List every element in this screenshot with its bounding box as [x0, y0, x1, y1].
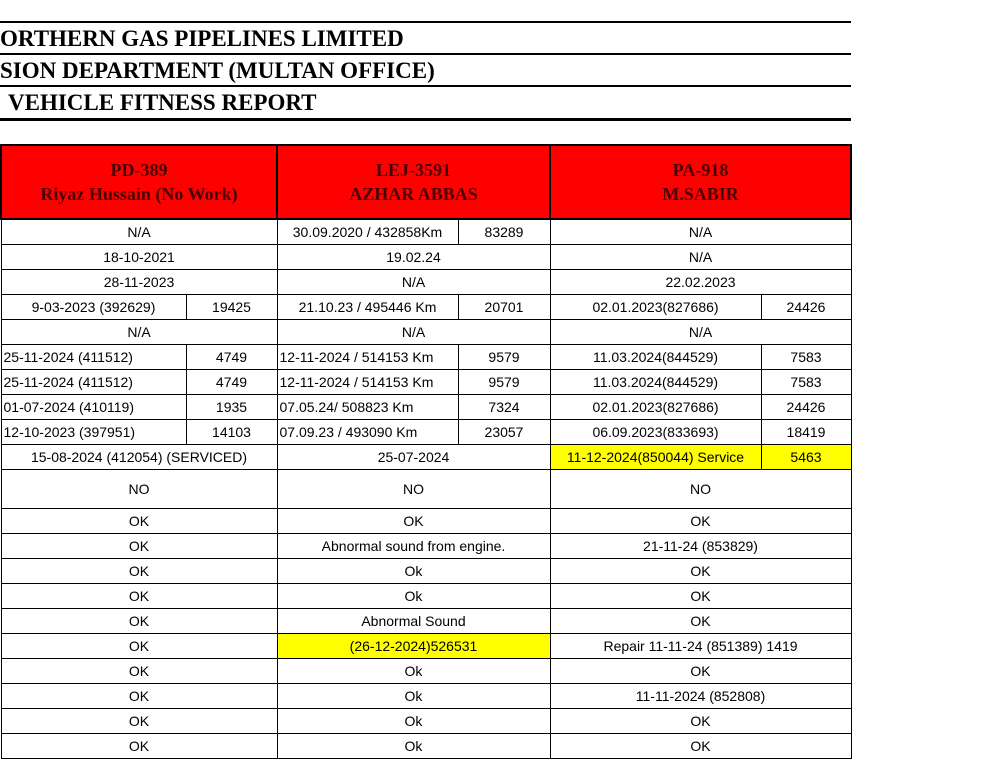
cell-pa-918: 22.02.2023: [550, 270, 851, 295]
cell-lej-3591: 19.02.24: [277, 245, 550, 270]
cell-pa-918: Repair 11-11-24 (851389) 1419: [550, 634, 851, 659]
table-row: [1, 320, 851, 345]
cell-pd-389-text: 25-11-2024 (411512): [1, 345, 186, 370]
table-row: [1, 634, 851, 659]
cell-pd-389-number: 14103: [186, 420, 277, 445]
cell-lej-3591: NO: [277, 470, 550, 509]
report-title: VEHICLE FITNESS REPORT: [0, 85, 851, 121]
vehicle-header-pd-389: PD-389 Riyaz Hussain (No Work): [1, 145, 277, 219]
cell-pa-918-text: 11.03.2024(844529): [550, 345, 761, 370]
cell-pd-389: OK: [1, 584, 277, 609]
cell-lej-3591-text: 07.05.24/ 508823 Km: [277, 395, 458, 420]
cell-pa-918-text: 11-12-2024(850044) Service: [550, 445, 761, 470]
table-row: [1, 295, 851, 320]
fitness-table: [0, 144, 852, 759]
cell-pa-918-number: 5463: [761, 445, 851, 470]
cell-pd-389-number: 4749: [186, 345, 277, 370]
cell-pd-389-text: 9-03-2023 (392629): [1, 295, 186, 320]
cell-lej-3591: Abnormal sound from engine.: [277, 534, 550, 559]
cell-pd-389: OK: [1, 634, 277, 659]
cell-lej-3591: OK: [277, 509, 550, 534]
cell-lej-3591-number: 7324: [458, 395, 550, 420]
cell-pa-918: OK: [550, 659, 851, 684]
cell-pa-918: 21-11-24 (853829): [550, 534, 851, 559]
cell-lej-3591: Ok: [277, 734, 550, 759]
cell-pd-389: NO: [1, 470, 277, 509]
cell-pa-918-text: 02.01.2023(827686): [550, 295, 761, 320]
cell-lej-3591-text: 12-11-2024 / 514153 Km: [277, 345, 458, 370]
cell-pa-918-text: 11.03.2024(844529): [550, 370, 761, 395]
cell-pd-389-text: 25-11-2024 (411512): [1, 370, 186, 395]
table-row: [1, 395, 851, 420]
cell-pd-389-number: 4749: [186, 370, 277, 395]
cell-pd-389: 28-11-2023: [1, 270, 277, 295]
cell-pa-918: OK: [550, 559, 851, 584]
cell-lej-3591-number: 20701: [458, 295, 550, 320]
table-row: [1, 684, 851, 709]
cell-pd-389: OK: [1, 609, 277, 634]
cell-pa-918-number: 24426: [761, 395, 851, 420]
cell-pa-918: 11-11-2024 (852808): [550, 684, 851, 709]
cell-lej-3591-text: 12-11-2024 / 514153 Km: [277, 370, 458, 395]
cell-pd-389: 18-10-2021: [1, 245, 277, 270]
cell-lej-3591: N/A: [277, 270, 550, 295]
table-row: [1, 559, 851, 584]
department-title: SION DEPARTMENT (MULTAN OFFICE): [0, 53, 851, 87]
cell-pa-918: OK: [550, 609, 851, 634]
table-row: [1, 609, 851, 634]
cell-lej-3591: Ok: [277, 659, 550, 684]
table-row: [1, 534, 851, 559]
table-row: [1, 584, 851, 609]
cell-lej-3591: Ok: [277, 684, 550, 709]
cell-lej-3591-text: 07.09.23 / 493090 Km: [277, 420, 458, 445]
table-row: [1, 734, 851, 759]
cell-pd-389-number: 1935: [186, 395, 277, 420]
cell-pa-918-number: 7583: [761, 370, 851, 395]
cell-pa-918-number: 24426: [761, 295, 851, 320]
cell-lej-3591: Ok: [277, 709, 550, 734]
table-row: [1, 470, 851, 509]
cell-pa-918-number: 7583: [761, 345, 851, 370]
cell-pa-918: N/A: [550, 245, 851, 270]
table-row: [1, 245, 851, 270]
cell-pd-389: OK: [1, 734, 277, 759]
cell-lej-3591-number: 23057: [458, 420, 550, 445]
cell-pd-389: N/A: [1, 219, 277, 245]
table-row: [1, 445, 851, 470]
cell-lej-3591: N/A: [277, 320, 550, 345]
cell-lej-3591-text: 21.10.23 / 495446 Km: [277, 295, 458, 320]
cell-pa-918: OK: [550, 709, 851, 734]
table-row: [1, 370, 851, 395]
table-row: [1, 709, 851, 734]
cell-pd-389-text: 01-07-2024 (410119): [1, 395, 186, 420]
cell-pa-918: OK: [550, 734, 851, 759]
cell-pd-389: OK: [1, 534, 277, 559]
cell-lej-3591-number: 9579: [458, 370, 550, 395]
table-row: [1, 345, 851, 370]
vehicle-header-lej-3591: LEJ-3591 AZHAR ABBAS: [277, 145, 550, 219]
vehicle-header-row: [1, 145, 851, 219]
cell-lej-3591: Ok: [277, 559, 550, 584]
cell-lej-3591: Ok: [277, 584, 550, 609]
cell-lej-3591: (26-12-2024)526531: [277, 634, 550, 659]
cell-pd-389: OK: [1, 559, 277, 584]
cell-pa-918: NO: [550, 470, 851, 509]
cell-pd-389: OK: [1, 659, 277, 684]
cell-lej-3591: Abnormal Sound: [277, 609, 550, 634]
cell-pd-389-text: 12-10-2023 (397951): [1, 420, 186, 445]
cell-pa-918: OK: [550, 584, 851, 609]
table-row: [1, 420, 851, 445]
vehicle-header-pa-918: PA-918 M.SABIR: [550, 145, 851, 219]
cell-lej-3591: 25-07-2024: [277, 445, 550, 470]
table-row: [1, 509, 851, 534]
cell-pa-918-text: 06.09.2023(833693): [550, 420, 761, 445]
cell-pa-918: N/A: [550, 320, 851, 345]
cell-pd-389: OK: [1, 709, 277, 734]
cell-pa-918: N/A: [550, 219, 851, 245]
cell-pd-389: OK: [1, 684, 277, 709]
cell-pd-389: 15-08-2024 (412054) (SERVICED): [1, 445, 277, 470]
table-row: [1, 270, 851, 295]
cell-pd-389: OK: [1, 509, 277, 534]
cell-lej-3591-number: 83289: [458, 219, 550, 245]
cell-lej-3591-text: 30.09.2020 / 432858Km: [277, 219, 458, 245]
cell-pa-918: OK: [550, 509, 851, 534]
company-title: ORTHERN GAS PIPELINES LIMITED: [0, 21, 851, 55]
cell-pa-918-text: 02.01.2023(827686): [550, 395, 761, 420]
cell-pd-389-number: 19425: [186, 295, 277, 320]
cell-pd-389: N/A: [1, 320, 277, 345]
cell-lej-3591-number: 9579: [458, 345, 550, 370]
table-row: [1, 219, 851, 245]
cell-pa-918-number: 18419: [761, 420, 851, 445]
table-row: [1, 659, 851, 684]
